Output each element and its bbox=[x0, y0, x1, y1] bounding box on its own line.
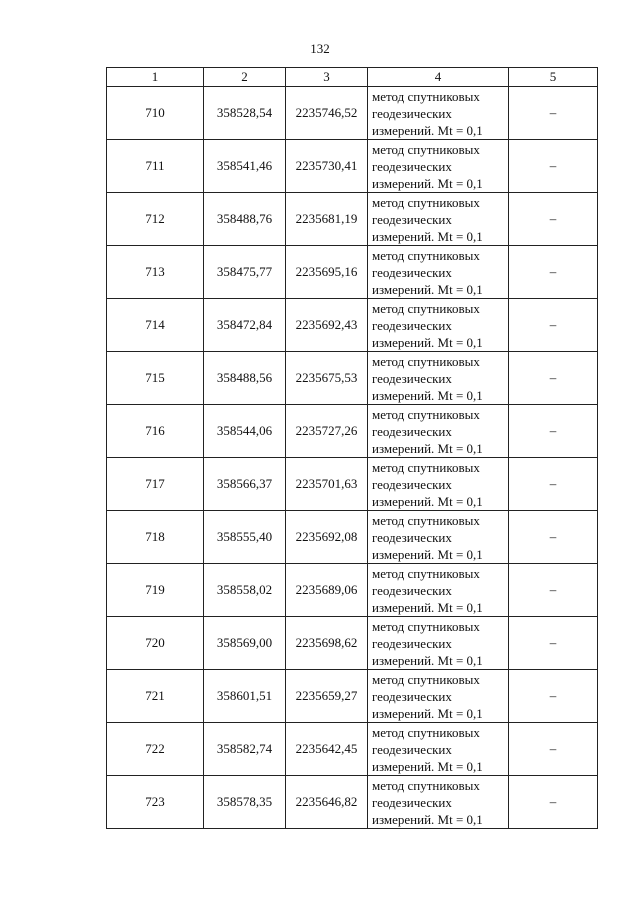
table-row bbox=[107, 670, 598, 723]
method-text-line: измерений. Mt = 0,1 bbox=[372, 334, 483, 350]
point-number-cell: 722 bbox=[107, 723, 204, 776]
table-header bbox=[107, 68, 598, 87]
method-text-line: измерений. Mt = 0,1 bbox=[372, 652, 483, 668]
method-text-line: геодезических bbox=[372, 423, 452, 439]
point-number-cell: 723 bbox=[107, 776, 204, 829]
table-row bbox=[107, 352, 598, 405]
y-coordinate-cell: 2235746,52 bbox=[286, 87, 368, 140]
y-coordinate-cell: 2235692,43 bbox=[286, 299, 368, 352]
y-coordinate-cell: 2235681,19 bbox=[286, 193, 368, 246]
y-coordinate-cell: 2235695,16 bbox=[286, 246, 368, 299]
y-coordinate-cell: 2235675,53 bbox=[286, 352, 368, 405]
method-cell bbox=[368, 723, 509, 776]
note-cell: – bbox=[509, 723, 598, 776]
point-number-cell: 719 bbox=[107, 564, 204, 617]
point-number-cell: 711 bbox=[107, 140, 204, 193]
method-text-line: метод спутниковых bbox=[372, 777, 480, 793]
page-number: 132 bbox=[310, 41, 330, 56]
coordinates-table bbox=[106, 67, 598, 829]
table-row bbox=[107, 87, 598, 140]
method-text-line: метод спутниковых bbox=[372, 618, 480, 634]
method-cell bbox=[368, 564, 509, 617]
method-text-line: геодезических bbox=[372, 794, 452, 810]
method-cell bbox=[368, 193, 509, 246]
x-coordinate-cell: 358541,46 bbox=[204, 140, 286, 193]
method-cell bbox=[368, 776, 509, 829]
point-number-cell: 720 bbox=[107, 617, 204, 670]
point-number-cell: 713 bbox=[107, 246, 204, 299]
method-text-line: метод спутниковых bbox=[372, 406, 480, 422]
method-text-line: измерений. Mt = 0,1 bbox=[372, 387, 483, 403]
method-text-line: метод спутниковых bbox=[372, 671, 480, 687]
y-coordinate-cell: 2235692,08 bbox=[286, 511, 368, 564]
column-header-3: 3 bbox=[286, 68, 368, 87]
point-number-cell: 714 bbox=[107, 299, 204, 352]
method-cell bbox=[368, 405, 509, 458]
method-text-line: измерений. Mt = 0,1 bbox=[372, 705, 483, 721]
method-text-line: геодезических bbox=[372, 582, 452, 598]
method-text-line: геодезических bbox=[372, 105, 452, 121]
y-coordinate-cell: 2235727,26 bbox=[286, 405, 368, 458]
y-coordinate-cell: 2235689,06 bbox=[286, 564, 368, 617]
method-cell bbox=[368, 511, 509, 564]
note-cell: – bbox=[509, 140, 598, 193]
method-text-line: геодезических bbox=[372, 158, 452, 174]
table-row bbox=[107, 776, 598, 829]
table-row bbox=[107, 564, 598, 617]
method-text-line: измерений. Mt = 0,1 bbox=[372, 122, 483, 138]
method-text-line: метод спутниковых bbox=[372, 512, 480, 528]
x-coordinate-cell: 358601,51 bbox=[204, 670, 286, 723]
note-cell: – bbox=[509, 511, 598, 564]
point-number-cell: 716 bbox=[107, 405, 204, 458]
column-header-5: 5 bbox=[509, 68, 598, 87]
point-number-cell: 712 bbox=[107, 193, 204, 246]
method-text-line: геодезических bbox=[372, 317, 452, 333]
table-row bbox=[107, 246, 598, 299]
column-header-4: 4 bbox=[368, 68, 509, 87]
method-text-line: метод спутниковых bbox=[372, 88, 480, 104]
header-row bbox=[107, 68, 598, 87]
point-number-cell: 715 bbox=[107, 352, 204, 405]
y-coordinate-cell: 2235646,82 bbox=[286, 776, 368, 829]
table-row bbox=[107, 723, 598, 776]
method-text-line: измерений. Mt = 0,1 bbox=[372, 758, 483, 774]
note-cell: – bbox=[509, 617, 598, 670]
x-coordinate-cell: 358558,02 bbox=[204, 564, 286, 617]
method-text-line: геодезических bbox=[372, 476, 452, 492]
note-cell: – bbox=[509, 670, 598, 723]
y-coordinate-cell: 2235701,63 bbox=[286, 458, 368, 511]
note-cell: – bbox=[509, 352, 598, 405]
column-header-1: 1 bbox=[107, 68, 204, 87]
method-text-line: измерений. Mt = 0,1 bbox=[372, 175, 483, 191]
x-coordinate-cell: 358488,76 bbox=[204, 193, 286, 246]
note-cell: – bbox=[509, 87, 598, 140]
x-coordinate-cell: 358566,37 bbox=[204, 458, 286, 511]
column-header-2: 2 bbox=[204, 68, 286, 87]
y-coordinate-cell: 2235642,45 bbox=[286, 723, 368, 776]
y-coordinate-cell: 2235730,41 bbox=[286, 140, 368, 193]
note-cell: – bbox=[509, 299, 598, 352]
table-row bbox=[107, 140, 598, 193]
method-cell bbox=[368, 458, 509, 511]
method-text-line: метод спутниковых bbox=[372, 459, 480, 475]
table-row bbox=[107, 193, 598, 246]
note-cell: – bbox=[509, 458, 598, 511]
method-cell bbox=[368, 352, 509, 405]
x-coordinate-cell: 358528,54 bbox=[204, 87, 286, 140]
table-row bbox=[107, 299, 598, 352]
point-number-cell: 718 bbox=[107, 511, 204, 564]
method-text-line: геодезических bbox=[372, 370, 452, 386]
method-text-line: измерений. Mt = 0,1 bbox=[372, 493, 483, 509]
point-number-cell: 717 bbox=[107, 458, 204, 511]
method-text-line: метод спутниковых bbox=[372, 565, 480, 581]
y-coordinate-cell: 2235698,62 bbox=[286, 617, 368, 670]
method-cell bbox=[368, 670, 509, 723]
note-cell: – bbox=[509, 564, 598, 617]
y-coordinate-cell: 2235659,27 bbox=[286, 670, 368, 723]
x-coordinate-cell: 358569,00 bbox=[204, 617, 286, 670]
point-number-cell: 710 bbox=[107, 87, 204, 140]
method-text-line: геодезических bbox=[372, 529, 452, 545]
table-body bbox=[107, 87, 598, 829]
x-coordinate-cell: 358472,84 bbox=[204, 299, 286, 352]
table-row bbox=[107, 617, 598, 670]
method-cell bbox=[368, 617, 509, 670]
note-cell: – bbox=[509, 246, 598, 299]
method-text-line: метод спутниковых bbox=[372, 194, 480, 210]
x-coordinate-cell: 358582,74 bbox=[204, 723, 286, 776]
x-coordinate-cell: 358555,40 bbox=[204, 511, 286, 564]
method-text-line: метод спутниковых bbox=[372, 353, 480, 369]
x-coordinate-cell: 358544,06 bbox=[204, 405, 286, 458]
method-text-line: геодезических bbox=[372, 688, 452, 704]
method-text-line: метод спутниковых bbox=[372, 300, 480, 316]
method-text-line: измерений. Mt = 0,1 bbox=[372, 228, 483, 244]
x-coordinate-cell: 358488,56 bbox=[204, 352, 286, 405]
method-text-line: измерений. Mt = 0,1 bbox=[372, 546, 483, 562]
method-cell bbox=[368, 140, 509, 193]
method-text-line: метод спутниковых bbox=[372, 141, 480, 157]
note-cell: – bbox=[509, 776, 598, 829]
method-cell bbox=[368, 87, 509, 140]
method-text-line: измерений. Mt = 0,1 bbox=[372, 281, 483, 297]
x-coordinate-cell: 358475,77 bbox=[204, 246, 286, 299]
x-coordinate-cell: 358578,35 bbox=[204, 776, 286, 829]
method-text-line: измерений. Mt = 0,1 bbox=[372, 599, 483, 615]
method-text-line: геодезических bbox=[372, 635, 452, 651]
method-text-line: геодезических bbox=[372, 211, 452, 227]
point-number-cell: 721 bbox=[107, 670, 204, 723]
method-cell bbox=[368, 299, 509, 352]
table-row bbox=[107, 511, 598, 564]
method-text-line: измерений. Mt = 0,1 bbox=[372, 440, 483, 456]
method-text-line: геодезических bbox=[372, 741, 452, 757]
method-text-line: измерений. Mt = 0,1 bbox=[372, 811, 483, 827]
note-cell: – bbox=[509, 405, 598, 458]
method-cell bbox=[368, 246, 509, 299]
method-text-line: метод спутниковых bbox=[372, 247, 480, 263]
note-cell: – bbox=[509, 193, 598, 246]
method-text-line: метод спутниковых bbox=[372, 724, 480, 740]
table-row bbox=[107, 458, 598, 511]
table-row bbox=[107, 405, 598, 458]
method-text-line: геодезических bbox=[372, 264, 452, 280]
